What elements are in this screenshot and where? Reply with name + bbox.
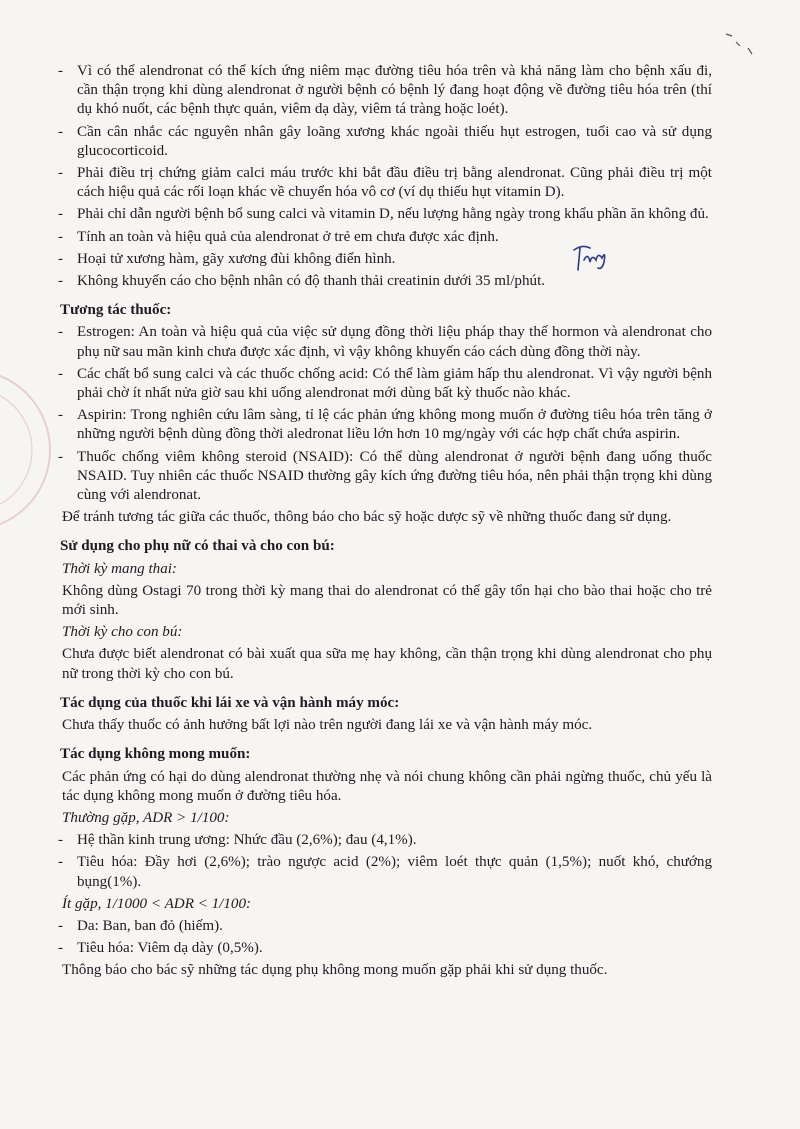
interactions-heading: Tương tác thuốc:	[60, 302, 172, 319]
pregnancy-heading: Sử dụng cho phụ nữ có thai và cho con bú:	[60, 538, 335, 555]
corner-scribble	[722, 28, 758, 58]
uncommon-list	[58, 917, 712, 958]
lactation-text: Chưa được biết alendronat có bài xuất qua sữa mẹ hay không, cần thận trọng khi dùng alendronat cho phụ nữ trong thời kỳ cho con bú.	[62, 646, 712, 682]
list-item: - Vì có thể alendronat có thể kích ứng niêm mạc đường tiêu hóa trên và khả năng làm cho bệnh xấu đi, cần thận trọng khi dùng alendronat ở người bệnh có bệnh lý đang hoạt động về đường tiêu hóa trên (thí dụ khó nuốt, các bệnh thực quản, viêm dạ dày, viêm tá tràng hoặc loét).	[58, 63, 712, 118]
common-list	[58, 831, 712, 892]
list-item: - Estrogen: An toàn và hiệu quả của việc sử dụng đồng thời liệu pháp thay thế hormon và alendronat cho phụ nữ sau mãn kinh chưa được xác định, vì vậy không khuyến cáo cách dùng đồng thời này.	[58, 324, 712, 360]
list-item: - Aspirin: Trong nghiên cứu lâm sàng, tỉ lệ các phản ứng không mong muốn ở đường tiêu hóa trên tăng ở những người bệnh dùng đồng thời aledronat liều lớn hơn 10 mg/ngày với các hợp chất chứa aspirin.	[58, 407, 712, 443]
list-item: - Các chất bổ sung calci và các thuốc chống acid: Có thể làm giảm hấp thu alendronat. Vì vậy người bệnh phải chờ ít nhất nửa giờ sau khi uống alendronat mới dùng bất kỳ thuốc nào khác.	[58, 365, 712, 402]
list-item: - Tiêu hóa: Viêm dạ dày (0,5%).	[58, 940, 263, 957]
pregnancy-label: Thời kỳ mang thai:	[62, 560, 177, 577]
precautions-list	[58, 62, 712, 291]
adverse-intro: Các phản ứng có hại do dùng alendronat thường nhẹ và nói chung không cần phải ngừng thuốc, chủ yếu là tác dụng không mong muốn ở đường tiêu hóa.	[62, 768, 712, 804]
list-item: - Phải điều trị chứng giảm calci máu trước khi bắt đầu điều trị bằng alendronat. Cũng phải điều trị một cách hiệu quả các rối loạn khác về chuyển hóa vô cơ (ví dụ thiếu hụt vitamin D).	[58, 165, 712, 201]
list-item: - Cần cân nhắc các nguyên nhân gây loãng xương khác ngoài thiếu hụt estrogen, tuổi cao và sử dụng glucocorticoid.	[58, 123, 712, 159]
list-item: - Hoại tử xương hàm, gãy xương đùi không điển hình.	[58, 250, 396, 267]
adverse-heading: Tác dụng không mong muốn:	[60, 746, 251, 763]
list-item: - Da: Ban, ban đỏ (hiếm).	[58, 917, 223, 934]
list-item: - Thuốc chống viêm không steroid (NSAID): Có thể dùng alendronat ở người bệnh đang uống thuốc NSAID. Tuy nhiên các thuốc NSAID thường gây kích ứng đường tiêu hóa, nên phải thận trọng khi dùng cùng với alendronat.	[58, 448, 712, 504]
document-page	[58, 62, 712, 984]
adverse-footer: Thông báo cho bác sỹ những tác dụng phụ không mong muốn gặp phải khi sử dụng thuốc.	[62, 962, 608, 979]
interactions-note: Để tránh tương tác giữa các thuốc, thông báo cho bác sỹ hoặc dược sỹ về những thuốc đang sử dụng.	[62, 509, 672, 526]
common-label: Thường gặp, ADR > 1/100:	[62, 809, 230, 826]
uncommon-label: Ít gặp, 1/1000 < ADR < 1/100:	[62, 895, 252, 912]
list-item: - Tiêu hóa: Đầy hơi (2,6%); trào ngược acid (2%); viêm loét thực quản (1,5%); nuốt khó, chướng bụng(1%).	[58, 854, 712, 890]
driving-text: Chưa thấy thuốc có ảnh hưởng bất lợi nào trên người đang lái xe và vận hành máy móc.	[62, 717, 593, 734]
list-item: - Phải chỉ dẫn người bệnh bổ sung calci và vitamin D, nếu lượng hằng ngày trong khẩu phần ăn không đủ.	[58, 206, 709, 223]
list-item: - Hệ thần kinh trung ương: Nhức đầu (2,6%); đau (4,1%).	[58, 832, 417, 849]
list-item: - Không khuyến cáo cho bệnh nhân có độ thanh thải creatinin dưới 35 ml/phút.	[58, 273, 546, 290]
pregnancy-text: Không dùng Ostagi 70 trong thời kỳ mang thai do alendronat có thể gây tổn hại cho bào thai hoặc cho trẻ mới sinh.	[62, 582, 712, 619]
lactation-label: Thời kỳ cho con bú:	[62, 624, 183, 641]
interactions-list	[58, 323, 712, 505]
driving-heading: Tác dụng của thuốc khi lái xe và vận hành máy móc:	[60, 694, 400, 711]
list-item: - Tính an toàn và hiệu quả của alendronat ở trẻ em chưa được xác định.	[58, 228, 499, 245]
